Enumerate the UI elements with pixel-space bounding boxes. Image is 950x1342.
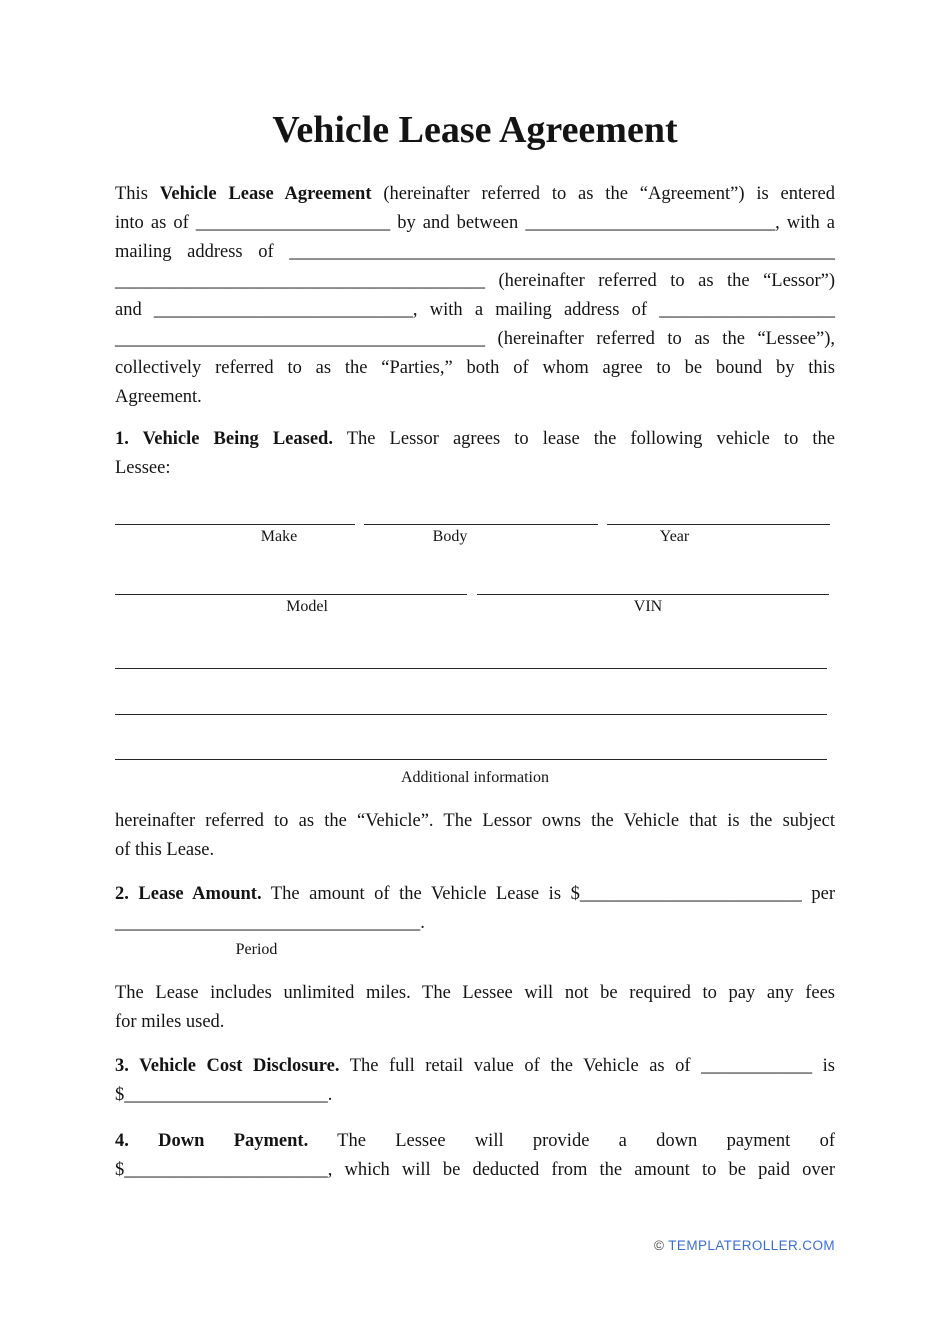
- intro-line-7: collectively referred to as the “Parties,” both of whom agree to be bound by this: [115, 358, 835, 378]
- section-1-line-2: Lessee:: [115, 458, 171, 478]
- intro-line-1: [115, 180, 835, 209]
- make-field: [115, 484, 355, 547]
- intro-line-4: ________________________________________ (hereinafter referred to as the “Lessor”): [115, 271, 835, 291]
- footer: [654, 1238, 835, 1254]
- section-2-body: The amount of the Vehicle Lease is $________________________ per: [261, 884, 836, 904]
- intro-line-1-bold: Vehicle Lease Agreement: [159, 184, 372, 204]
- section-4-line-1: [115, 1127, 835, 1156]
- section-1: [115, 425, 835, 483]
- vin-field: [477, 554, 829, 617]
- body-field-label: Body: [432, 528, 468, 545]
- vehicle-paragraph-line-1: hereinafter referred to as the “Vehicle”. The Lessor owns the Vehicle that is the subject: [115, 811, 835, 831]
- body-field-line: [364, 484, 598, 525]
- page-title: Vehicle Lease Agreement: [272, 109, 678, 151]
- section-1-body: The Lessor agrees to lease the following vehicle to the: [332, 429, 835, 449]
- additional-info-line-3: [115, 759, 827, 760]
- intro-line-5: and ____________________________, with a mailing address of ___________________: [115, 300, 835, 320]
- body-field: [364, 484, 598, 547]
- intro-line-3: mailing address of ___________________________________________________________: [115, 242, 835, 262]
- additional-info-label: Additional information: [401, 769, 549, 786]
- mileage-paragraph: [115, 979, 835, 1037]
- section-3: [115, 1052, 835, 1110]
- section-3-body: The full retail value of the Vehicle as of ____________ is: [339, 1056, 835, 1076]
- templateroller-link[interactable]: TEMPLATEROLLER.COM: [668, 1238, 835, 1253]
- mileage-paragraph-line-1: The Lease includes unlimited miles. The Lessee will not be required to pay any fees: [115, 983, 835, 1003]
- intro-line-1-pre: This: [115, 184, 160, 204]
- section-4-line-2: $______________________, which will be deducted from the amount to be paid over: [115, 1160, 835, 1180]
- intro-line-6: ________________________________________ (hereinafter referred to as the “Lessee”),: [115, 329, 835, 349]
- section-1-heading: 1. Vehicle Being Leased.: [115, 429, 333, 449]
- section-3-heading: 3. Vehicle Cost Disclosure.: [115, 1056, 340, 1076]
- copyright-symbol: ©: [653, 1238, 665, 1253]
- mileage-paragraph-line-2: for miles used.: [115, 1012, 225, 1032]
- intro-line-2: into as of _____________________ by and between ___________________________, with a: [115, 213, 835, 233]
- vehicle-fields-row-1: [115, 484, 835, 547]
- vin-field-label: VIN: [633, 598, 663, 615]
- vin-field-line: [477, 554, 829, 595]
- section-4-heading: 4. Down Payment.: [115, 1131, 309, 1151]
- intro-paragraph: [115, 180, 835, 412]
- section-2-line-1: [115, 880, 835, 909]
- intro-line-8: Agreement.: [115, 387, 202, 407]
- model-field: [115, 554, 467, 617]
- year-field: [607, 484, 830, 547]
- intro-line-1-post: (hereinafter referred to as the “Agreement”) is entered: [371, 184, 835, 204]
- section-2-line-2: _________________________________.: [115, 913, 425, 933]
- section-4: [115, 1127, 835, 1185]
- model-field-line: [115, 554, 467, 595]
- period-field-label: Period: [235, 941, 278, 958]
- model-field-label: Model: [286, 598, 328, 615]
- make-field-label: Make: [260, 528, 298, 545]
- section-2: [115, 880, 835, 960]
- section-3-line-2: $______________________.: [115, 1085, 333, 1105]
- vehicle-paragraph: [115, 807, 835, 865]
- year-field-label: Year: [659, 528, 690, 545]
- additional-info-line-2: [115, 714, 827, 715]
- additional-info-line-1: [115, 668, 827, 669]
- section-3-line-1: [115, 1052, 835, 1081]
- vehicle-paragraph-line-2: of this Lease.: [115, 840, 215, 860]
- section-4-body: The Lessee will provide a down payment of: [308, 1131, 835, 1151]
- make-field-line: [115, 484, 355, 525]
- vehicle-fields-row-2: [115, 554, 835, 617]
- year-field-line: [607, 484, 830, 525]
- section-2-heading: 2. Lease Amount.: [115, 884, 262, 904]
- section-1-line-1: [115, 425, 835, 454]
